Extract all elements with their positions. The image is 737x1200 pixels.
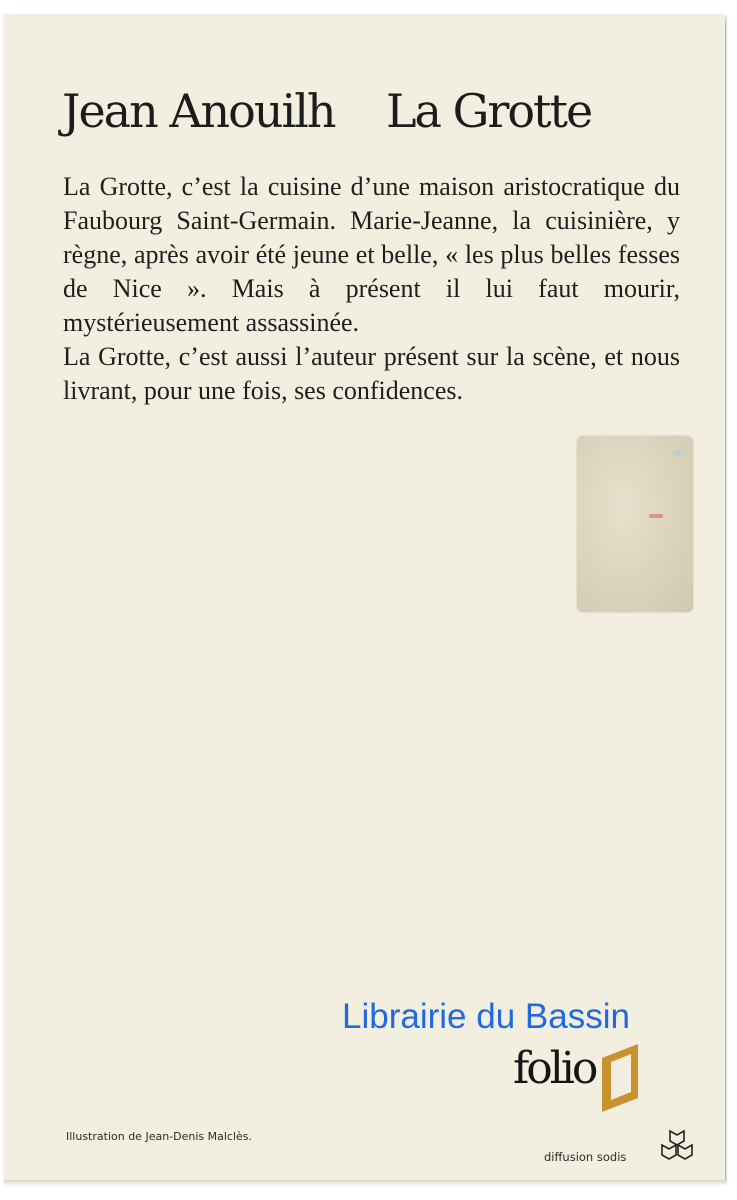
stain-fleck — [673, 450, 683, 456]
folio-mark-icon — [598, 1040, 650, 1114]
shop-watermark: Librairie du Bassin — [342, 997, 630, 1036]
book-bottom-shadow — [4, 1180, 726, 1186]
blurb-paragraph-1: La Grotte, c’est la cuisine d’une maison aristocratique du Faubourg Saint-Germain. Marie-Jeanne, la cuisinière, y règne, après avoir été jeune et belle, « les plus belles fesses de Nice ». Mais à présent il lui faut mourir, mystérieusement assassinée. — [63, 172, 680, 337]
distributor-name: diffusion sodis — [544, 1150, 627, 1164]
sodis-books-icon — [660, 1127, 694, 1161]
author-name: Jean Anouilh — [62, 84, 335, 138]
blurb-paragraph-2: La Grotte, c’est aussi l’auteur présent sur la scène, et nous livrant, pour une fois, ses confidences. — [63, 342, 680, 405]
blurb-text — [63, 170, 680, 408]
illustration-credit: Illustration de Jean-Denis Malclès. — [66, 1130, 253, 1143]
book-title: La Grotte — [386, 84, 592, 138]
sticker-residue — [577, 436, 693, 612]
stain-fleck — [649, 514, 663, 518]
publisher-name: folio — [513, 1043, 596, 1094]
